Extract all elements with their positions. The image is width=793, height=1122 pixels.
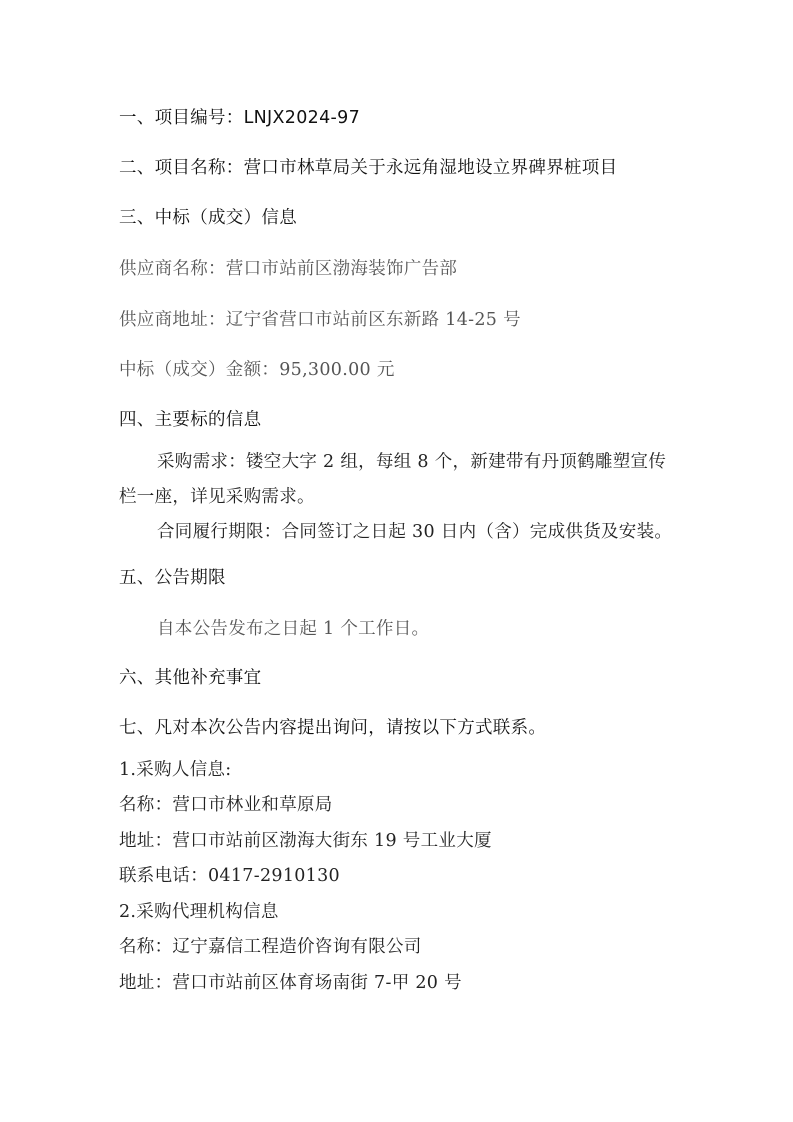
award-info-heading: 三、中标（成交）信息 [119,208,297,228]
purchaser-name: 名称：营口市林业和草原局 [119,795,333,815]
purchaser-address: 地址：营口市站前区渤海大街东 19 号工业大厦 [119,831,492,851]
purchaser-phone: 联系电话：0417-2910130 [119,866,340,886]
supplier-address: 供应商地址：辽宁省营口市站前区东新路 14-25 号 [119,310,521,330]
award-amount: 中标（成交）金额：95,300.00 元 [119,360,395,380]
contact-heading: 七、凡对本次公告内容提出询问，请按以下方式联系。 [119,718,547,738]
supplier-name: 供应商名称：营口市站前区渤海装饰广告部 [119,259,458,279]
agency-name: 名称：辽宁嘉信工程造价咨询有限公司 [119,937,422,957]
agency-address: 地址：营口市站前区体育场南街 7-甲 20 号 [119,973,462,993]
procurement-need-line-1: 采购需求：镂空大字 2 组，每组 8 个，新建带有丹顶鹤雕塑宣传 [157,452,667,472]
main-subject-heading: 四、主要标的信息 [119,410,262,430]
project-number: 一、项目编号：LNJX2024-97 [119,108,361,128]
project-name: 二、项目名称：营口市林草局关于永远角湿地设立界碑界桩项目 [119,158,618,178]
agency-heading: 2.采购代理机构信息 [119,902,279,922]
purchaser-heading: 1.采购人信息: [119,760,232,780]
other-matters-heading: 六、其他补充事宜 [119,668,262,688]
notice-period-text: 自本公告发布之日起 1 个工作日。 [157,619,430,639]
contract-period: 合同履行期限：合同签订之日起 30 日内（含）完成供货及安装。 [157,522,673,542]
procurement-need-line-2: 栏一座，详见采购需求。 [119,487,315,507]
notice-period-heading: 五、公告期限 [119,568,226,588]
